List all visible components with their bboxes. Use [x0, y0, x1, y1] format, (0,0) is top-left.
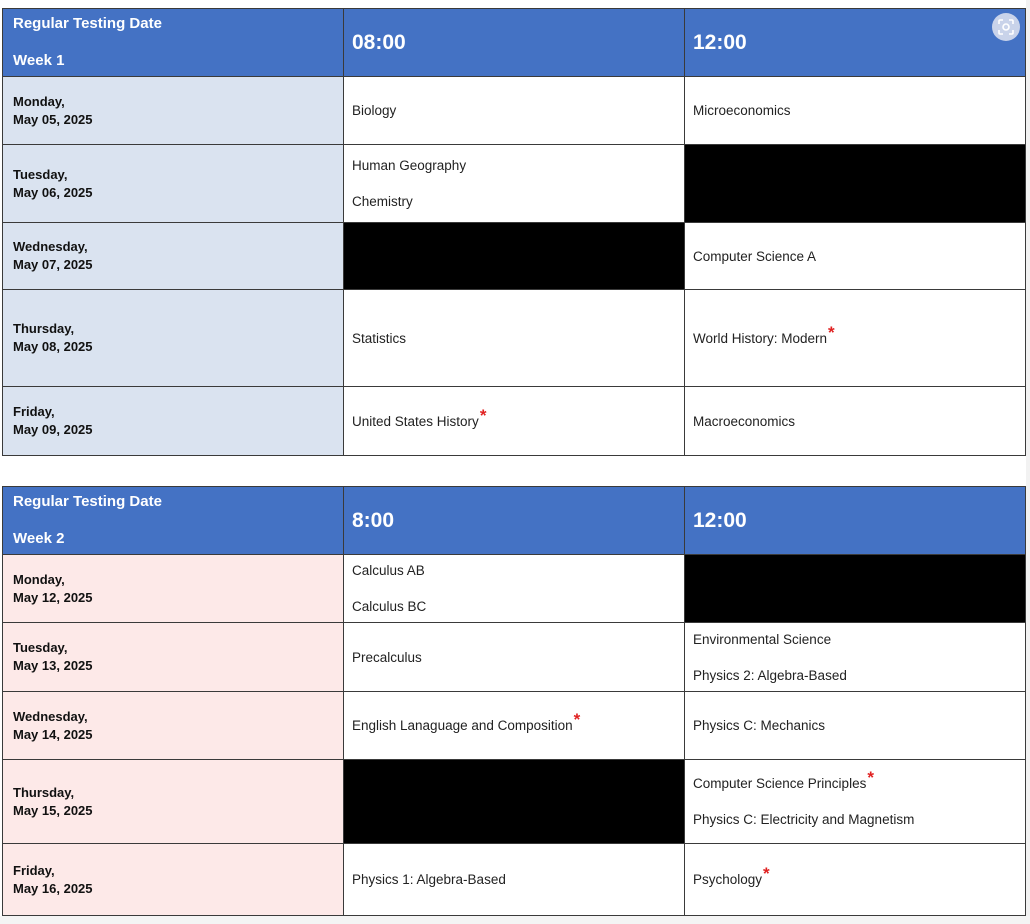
blocked-cell: [685, 145, 1026, 223]
day-date: May 07, 2025: [13, 257, 93, 272]
exam-name: Physics 1: Algebra-Based: [352, 872, 506, 887]
table-row: [3, 290, 1026, 387]
day-date: May 13, 2025: [13, 658, 93, 673]
exam-name: Calculus AB: [352, 563, 425, 578]
exam-name: Microeconomics: [693, 103, 791, 118]
table-row: [3, 692, 1026, 760]
day-cell: [3, 290, 344, 387]
day-cell: [3, 223, 344, 290]
asterisk: *: [573, 710, 581, 729]
day-date: May 06, 2025: [13, 184, 93, 200]
page-bottom-edge: [0, 916, 1030, 924]
header-testing-date: Regular Testing Date: [13, 15, 162, 32]
header-week-number: Week 2: [13, 530, 65, 547]
visual-search-icon[interactable]: [992, 13, 1020, 41]
table-row: [3, 223, 1026, 290]
header-time-morning: 8:00: [344, 487, 685, 555]
day-name: Thursday,: [13, 321, 75, 336]
visual-search-glyph: [997, 18, 1015, 36]
day-date: May 05, 2025: [13, 111, 93, 127]
week-1-header-label: [3, 9, 344, 77]
day-name: Monday,: [13, 571, 65, 587]
day-name: Monday,: [13, 93, 65, 109]
exam-name: Precalculus: [352, 649, 422, 665]
exam-name: Physics C: Mechanics: [693, 718, 826, 733]
exam-cell-morning: [344, 692, 685, 760]
exam-name: Computer Science Principles*: [693, 768, 874, 791]
exam-name: Biology: [352, 103, 397, 118]
day-cell: [3, 555, 344, 623]
exam-name: Chemistry: [352, 194, 413, 209]
exam-cell-morning: [344, 623, 685, 692]
exam-cell-noon: [685, 77, 1026, 145]
day-name: Wednesday,: [13, 708, 88, 724]
day-cell: [3, 145, 344, 223]
blocked-cell: [344, 223, 685, 290]
exam-cell-morning: [344, 290, 685, 387]
day-date: May 08, 2025: [13, 339, 93, 354]
header-time-morning: 08:00: [344, 9, 685, 77]
blocked-cell: [685, 555, 1026, 623]
table-row: [3, 145, 1026, 223]
day-name: Friday,: [13, 862, 55, 878]
table-row: [3, 77, 1026, 145]
exam-cell-noon: [685, 760, 1026, 844]
week-2-header-row: [3, 487, 1026, 555]
table-row: [3, 555, 1026, 623]
exam-name: World History: Modern*: [693, 322, 835, 346]
week-1-table: [2, 8, 1026, 456]
exam-name: Computer Science A: [693, 248, 817, 264]
exam-cell-morning: [344, 555, 685, 623]
table-row: [3, 387, 1026, 456]
week-2-header-label: [3, 487, 344, 555]
exam-name: Physics C: Electricity and Magnetism: [693, 812, 915, 827]
exam-name: Environmental Science: [693, 631, 832, 647]
asterisk: *: [867, 768, 874, 787]
exam-cell-noon: [685, 692, 1026, 760]
asterisk: *: [479, 405, 487, 425]
table-row: [3, 844, 1026, 916]
asterisk: *: [828, 322, 835, 342]
day-cell: [3, 623, 344, 692]
exam-cell-morning: [344, 387, 685, 456]
day-name: Wednesday,: [13, 239, 88, 254]
header-week-number: Week 1: [13, 52, 65, 69]
exam-name: Psychology*: [693, 864, 770, 887]
table-row: [3, 623, 1026, 692]
exam-name: Macroeconomics: [693, 413, 796, 429]
table-row: [3, 760, 1026, 844]
day-name: Tuesday,: [13, 640, 68, 655]
day-date: May 09, 2025: [13, 422, 93, 437]
day-cell: [3, 77, 344, 145]
exam-cell-morning: [344, 844, 685, 916]
exam-cell-noon: [685, 623, 1026, 692]
day-cell: [3, 760, 344, 844]
day-cell: [3, 387, 344, 456]
exam-name: Calculus BC: [352, 599, 427, 614]
exam-cell-noon: [685, 223, 1026, 290]
header-time-noon: 12:00: [685, 9, 1026, 77]
header-testing-date: Regular Testing Date: [13, 493, 162, 510]
asterisk: *: [763, 864, 770, 883]
page-edge: [1026, 0, 1030, 924]
day-name: Tuesday,: [13, 166, 68, 182]
day-cell: [3, 844, 344, 916]
week-2-table: [2, 486, 1026, 916]
week-1-header-row: [3, 9, 1026, 77]
exam-cell-noon: [685, 387, 1026, 456]
day-date: May 12, 2025: [13, 589, 93, 605]
day-name: Friday,: [13, 404, 55, 419]
exam-cell-noon: [685, 844, 1026, 916]
day-date: May 15, 2025: [13, 802, 93, 818]
day-date: May 14, 2025: [13, 726, 93, 742]
exam-name: English Lanaguage and Composition*: [352, 710, 581, 733]
header-time-noon: 12:00: [685, 487, 1026, 555]
exam-cell-morning: [344, 145, 685, 223]
exam-name: United States History*: [352, 405, 487, 429]
exam-name: Human Geography: [352, 158, 467, 173]
blocked-cell: [344, 760, 685, 844]
exam-name: Physics 2: Algebra-Based: [693, 667, 847, 683]
exam-name: Statistics: [352, 330, 407, 346]
exam-cell-noon: [685, 290, 1026, 387]
day-date: May 16, 2025: [13, 880, 93, 896]
exam-cell-morning: [344, 77, 685, 145]
day-cell: [3, 692, 344, 760]
day-name: Thursday,: [13, 784, 75, 800]
